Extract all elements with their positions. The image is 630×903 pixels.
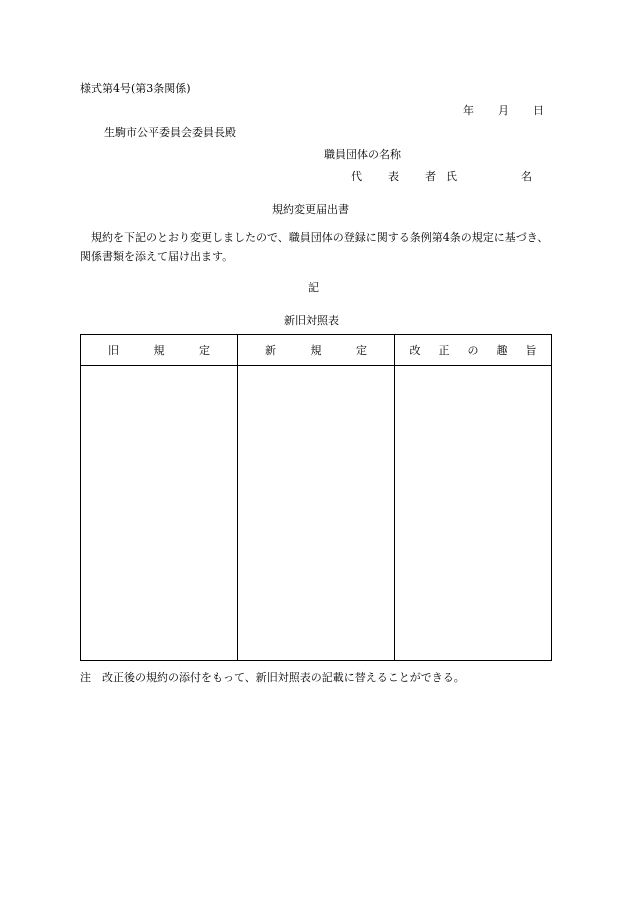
ki-heading: 記: [308, 281, 319, 294]
date-year-label: 年: [463, 104, 474, 117]
date-month-label: 月: [498, 104, 509, 117]
date-line: [463, 105, 544, 116]
note-text: 改正後の規約の添付をもって、新旧対照表の記載に替えることができる。: [102, 671, 465, 684]
note: [80, 672, 465, 683]
form-number: 様式第4号(第3条関係): [80, 82, 191, 95]
header-revision-purpose: 改 正 の 趣 旨: [395, 335, 552, 366]
table-title: 新旧対照表: [284, 314, 339, 327]
cell-revision-purpose: [395, 366, 552, 661]
organization-name-label: 職員団体の名称: [324, 148, 401, 161]
rep-char: 表: [388, 170, 399, 183]
cell-old-rules: [81, 366, 238, 661]
rep-char: 者: [425, 170, 436, 183]
addressee: 生駒市公平委員会委員長殿: [104, 126, 236, 139]
body-text: 規約を下記のとおり変更しましたので、職員団体の登録に関する条例第4条の規定に基づき、関係書類を添えて届け出ます。: [80, 231, 549, 263]
document-title: 規約変更届出書: [272, 203, 349, 216]
rep-char: 氏: [446, 170, 457, 183]
representative-label: [351, 171, 532, 182]
cell-new-rules: [238, 366, 395, 661]
comparison-table: [80, 334, 552, 661]
rep-char: 名: [521, 170, 532, 183]
note-mark: 注: [80, 671, 91, 684]
date-day-label: 日: [533, 104, 544, 117]
table-header-row: [81, 335, 552, 366]
header-new-rules: 新 規 定: [238, 335, 395, 366]
table-body-row: [81, 366, 552, 661]
rep-char: 代: [351, 170, 362, 183]
header-old-rules: 旧 規 定: [81, 335, 238, 366]
